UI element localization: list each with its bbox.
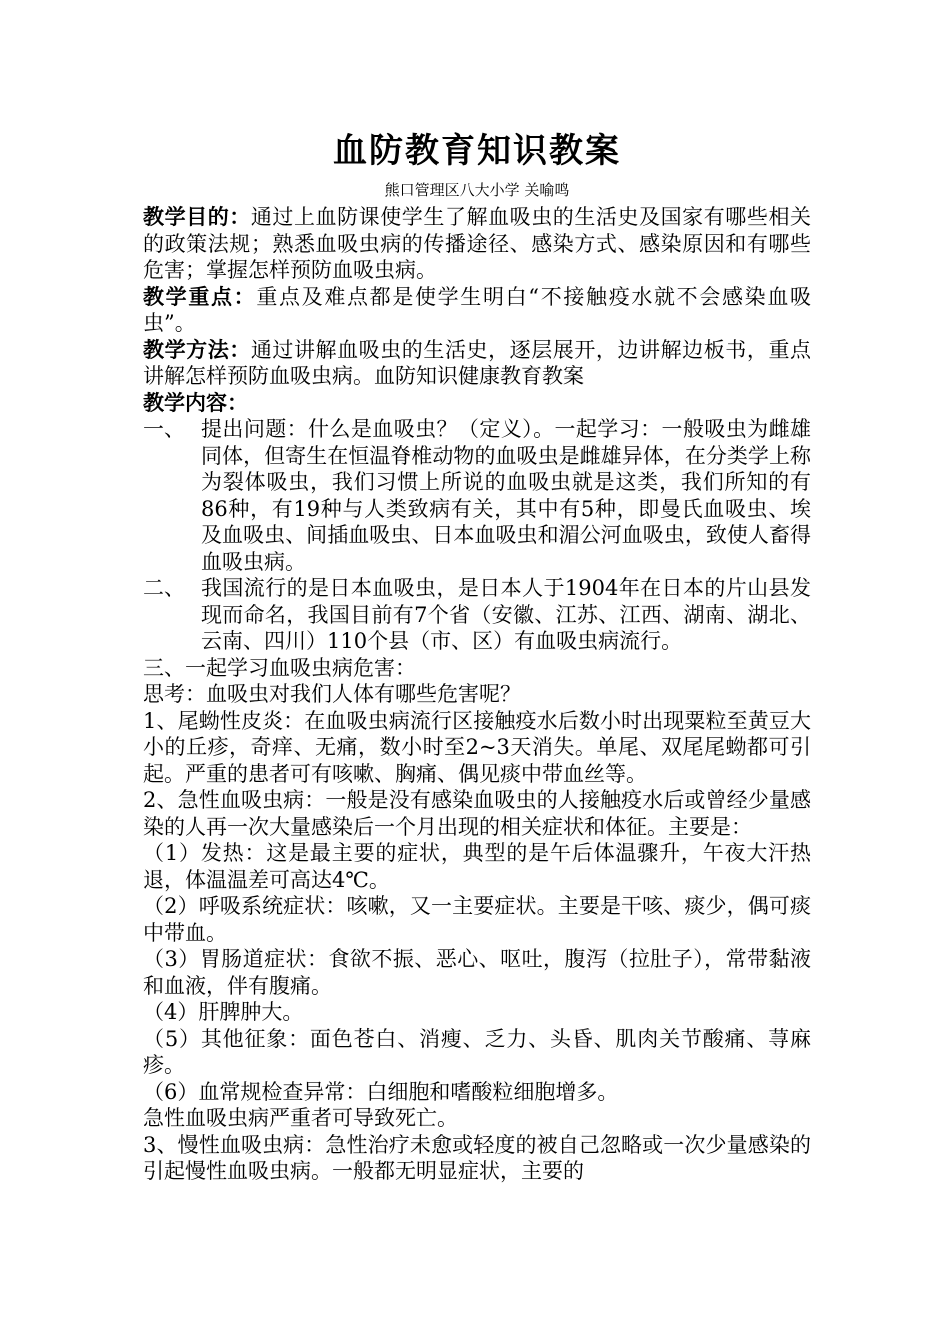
list-item xyxy=(143,416,811,575)
teaching-method xyxy=(143,337,811,390)
symptom-hepatosplenomegaly: （4）肝脾肿大。 xyxy=(143,1000,304,1024)
symptom-blood-test: （6）血常规检查异常：白细胞和嗜酸粒细胞增多。 xyxy=(143,1079,619,1104)
list-item xyxy=(143,575,811,655)
teaching-method-label: 教学方法： xyxy=(143,336,251,362)
paragraph-acute-schistosomiasis: 2、急性血吸虫病：一般是没有感染血吸虫的人接触疫水后或曾经少量感染的人再一次大量感染后一个月出现的相关症状和体征。主要是： xyxy=(143,788,811,839)
teaching-focus xyxy=(143,284,811,337)
teaching-goal-text: 通过上血防课使学生了解血吸虫的生活史及国家有哪些相关的政策法规；熟悉血吸虫病的传播途径、感染方式、感染原因和有哪些危害；掌握怎样预防血吸虫病。 xyxy=(143,205,812,282)
list-item-text: 提出问题：什么是血吸虫？（定义）。一起学习：一般吸虫为雌雄同体，但寄生在恒温脊椎动物的血吸虫是雌雄异体，在分类学上称为裂体吸虫，我们习惯上所说的血吸虫就是这类，我们所知的有86种，有19种与人类致病有关，其中有5种，即曼氏血吸虫、埃及血吸虫、间插血吸虫、日本血吸虫和湄公河血吸虫，致使人畜得血吸虫病。 xyxy=(201,417,811,574)
teaching-content-label: 教学内容： xyxy=(143,389,248,415)
list-item-number: 一、 xyxy=(143,417,185,441)
teaching-goal-label: 教学目的： xyxy=(143,204,251,229)
symptom-other: （5）其他征象：面色苍白、消瘦、乏力、头昏、肌肉关节酸痛、荨麻疹。 xyxy=(143,1026,811,1077)
paragraph-chronic-schistosomiasis: 3、慢性血吸虫病：急性治疗未愈或轻度的被自己忽略或一次少量感染的引起慢性血吸虫病。一般都无明显症状，主要的 xyxy=(143,1132,811,1183)
list-item-number: 二、 xyxy=(143,576,185,600)
teaching-focus-text: 重点及难点都是使学生明白“不接触疫水就不会感染血吸虫”。 xyxy=(143,284,812,335)
list-item-text: 我国流行的是日本血吸虫，是日本人于1904年在日本的片山县发现而命名，我国目前有7个省（安徽、江苏、江西、湖南、湖北、云南、四川）110个县（市、区）有血吸虫病流行。 xyxy=(201,576,811,653)
author-byline: 熊口管理区八大小学 关喻鸣 xyxy=(384,181,570,199)
teaching-goal xyxy=(143,204,811,284)
section-three-heading: 三、一起学习血吸虫病危害： xyxy=(143,655,416,680)
symptom-fever: （1）发热：这是最主要的症状，典型的是午后体温骤升，午夜大汗热退，体温温差可高达4℃。 xyxy=(143,841,811,892)
think-question: 思考：血吸虫对我们人体有哪些危害呢？ xyxy=(143,682,521,706)
document-page xyxy=(143,130,811,1185)
document-title: 血防教育知识教案 xyxy=(333,131,621,171)
paragraph-cercarial-dermatitis: 1、尾蚴性皮炎：在血吸虫病流行区接触疫水后数小时出现粟粒至黄豆大小的丘疹，奇痒、无痛，数小时至2~3天消失。单尾、双尾尾蚴都可引起。严重的患者可有咳嗽、胸痛、偶见痰中带血丝等。 xyxy=(143,708,811,786)
symptom-gastrointestinal: （3）胃肠道症状：食欲不振、恶心、呕吐，腹泻（拉肚子），常带黏液和血液，伴有腹痛。 xyxy=(143,947,811,998)
teaching-method-text: 通过讲解血吸虫的生活史，逐层展开，边讲解边板书，重点讲解怎样预防血吸虫病。血防知识健康教育教案 xyxy=(143,337,812,388)
teaching-focus-label: 教学重点： xyxy=(143,283,257,309)
symptom-respiratory: （2）呼吸系统症状：咳嗽，又一主要症状。主要是干咳、痰少，偶可痰中带血。 xyxy=(143,894,811,945)
severe-note: 急性血吸虫病严重者可导致死亡。 xyxy=(143,1106,458,1130)
